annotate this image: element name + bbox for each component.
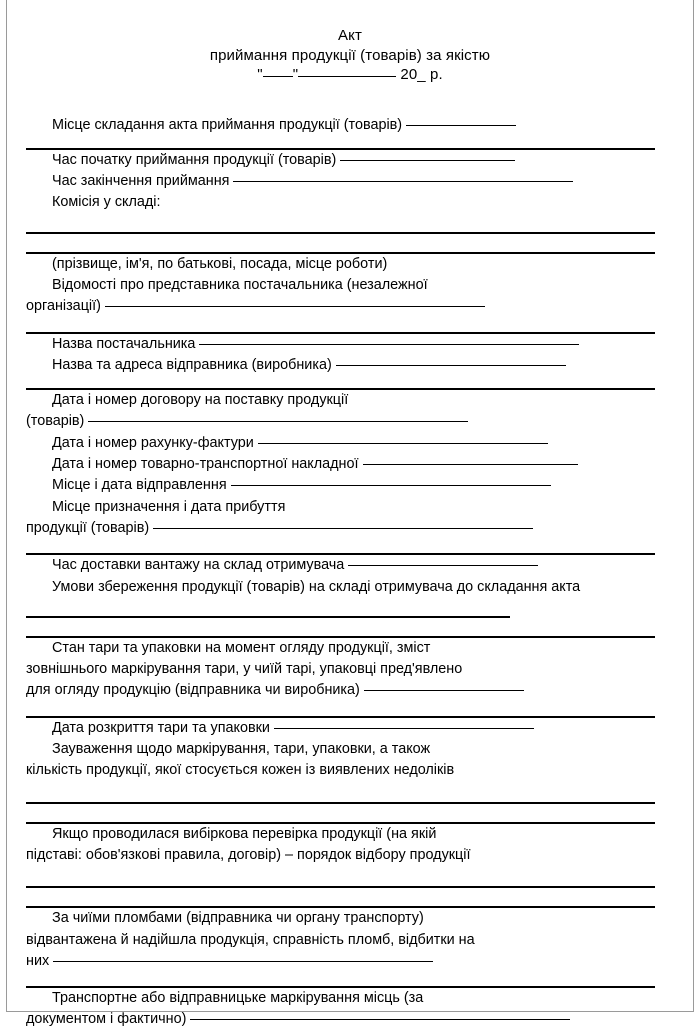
- field-supplier-rep-line1: [0, 275, 700, 296]
- title-line-act: Акт: [338, 27, 362, 44]
- field-place-of-act-blank[interactable]: [406, 125, 516, 126]
- field-place-of-act-label: Місце складання акта приймання продукції (товарів): [52, 116, 403, 133]
- field-transport-marking-label-2: документом і фактично): [26, 1011, 187, 1028]
- field-invoice: [0, 433, 700, 454]
- field-destination-label-1: Місце призначення і дата прибуття: [52, 498, 286, 515]
- field-waybill-label: Дата і номер товарно-транспортної накладної: [52, 456, 359, 473]
- field-waybill-blank[interactable]: [363, 464, 578, 465]
- field-seals-line3: [0, 951, 700, 972]
- field-start-time-label: Час початку приймання продукції (товарів): [52, 151, 337, 168]
- field-contract-label-2: (товарів): [26, 413, 85, 430]
- field-seals-label-2: відвантажена й надійшла продукція, справність пломб, відбитки на: [26, 931, 475, 948]
- field-packaging-label-1: Стан тари та упаковки на момент огляду продукції, зміст: [52, 639, 431, 656]
- field-storage-conditions: [0, 577, 700, 598]
- field-supplier-rep-line2: [0, 296, 700, 317]
- field-packaging-blank[interactable]: [364, 690, 524, 691]
- field-destination-line1: [0, 497, 700, 518]
- field-sender-name-address-label: Назва та адреса відправника (виробника): [52, 356, 332, 373]
- field-transport-marking-line2: [0, 1009, 700, 1030]
- field-opening-date: [0, 718, 700, 739]
- field-selective-check-label-1: Якщо проводилася вибіркова перевірка продукції (на якій: [52, 825, 437, 842]
- field-selective-check-line2: [0, 845, 700, 866]
- field-destination-blank[interactable]: [153, 528, 533, 529]
- field-supplier-name: [0, 334, 700, 355]
- field-start-time-blank[interactable]: [340, 160, 515, 161]
- field-delivery-time-blank[interactable]: [348, 565, 538, 566]
- title-line-date: [0, 65, 700, 85]
- field-storage-conditions-label: Умови збереження продукції (товарів) на складі отримувача до складання акта: [52, 578, 581, 595]
- field-place-of-act: [0, 115, 700, 136]
- field-selective-check-line1: [0, 824, 700, 845]
- field-invoice-blank[interactable]: [258, 443, 548, 444]
- field-end-time: [0, 171, 700, 192]
- field-sender-name-address: [0, 355, 700, 376]
- field-seals-line2: [0, 930, 700, 951]
- quote-open: ": [257, 66, 263, 83]
- field-seals-line1: [0, 908, 700, 929]
- field-contract-blank[interactable]: [88, 421, 468, 422]
- field-supplier-rep-blank[interactable]: [105, 306, 485, 307]
- quote-close: ": [292, 66, 299, 83]
- field-supplier-rep-label-2: організації): [26, 298, 101, 315]
- field-opening-date-blank[interactable]: [274, 728, 534, 729]
- field-end-time-label: Час закінчення приймання: [52, 173, 230, 190]
- document-title-block: [0, 0, 700, 85]
- field-opening-date-label: Дата розкриття тари та упаковки: [52, 719, 270, 736]
- field-marking-remarks-line2: [0, 760, 700, 781]
- title-line-subject: приймання продукції (товарів) за якістю: [209, 46, 491, 64]
- field-transport-marking-blank[interactable]: [190, 1019, 570, 1020]
- field-delivery-time: [0, 555, 700, 576]
- field-supplier-name-label: Назва постачальника: [52, 335, 196, 352]
- field-contract-line1: [0, 390, 700, 411]
- date-day-blank[interactable]: [263, 76, 293, 77]
- field-seals-blank[interactable]: [53, 961, 433, 962]
- field-destination-label-2: продукції (товарів): [26, 519, 150, 536]
- field-seals-label-1: За чиїми пломбами (відправника чи органу транспорту): [52, 910, 424, 927]
- field-contract-line2: [0, 411, 700, 432]
- field-packaging-label-3: для огляду продукцію (відправника чи виробника): [26, 682, 360, 699]
- date-month-blank[interactable]: [298, 76, 396, 77]
- field-delivery-time-label: Час доставки вантажу на склад отримувача: [52, 557, 345, 574]
- field-packaging-line3: [0, 680, 700, 701]
- field-contract-label-1: Дата і номер договору на поставку продукції: [52, 392, 349, 409]
- date-year-label: 20_ р.: [400, 66, 443, 83]
- field-end-time-blank[interactable]: [233, 181, 573, 182]
- field-commission: [0, 192, 700, 213]
- field-packaging-label-2: зовнішнього маркірування тари, у чиїй тарі, упаковці пред'явлено: [26, 661, 463, 678]
- field-sender-name-address-blank[interactable]: [336, 365, 566, 366]
- field-transport-marking-line1: [0, 988, 700, 1009]
- field-commission-hint-label: (прізвище, ім'я, по батькові, посада, місце роботи): [52, 255, 388, 272]
- field-selective-check-label-2: підставі: обов'язкові правила, договір) – порядок відбору продукції: [26, 846, 471, 863]
- field-marking-remarks-line1: [0, 739, 700, 760]
- field-dispatch: [0, 475, 700, 496]
- field-packaging-line2: [0, 659, 700, 680]
- field-commission-label: Комісія у складі:: [52, 194, 161, 211]
- field-invoice-label: Дата і номер рахунку-фактури: [52, 434, 254, 451]
- field-start-time: [0, 150, 700, 171]
- field-dispatch-label: Місце і дата відправлення: [52, 477, 227, 494]
- field-transport-marking-label-1: Транспортне або відправницьке маркірування місць (за: [52, 990, 424, 1007]
- field-marking-remarks-label-1: Зауваження щодо маркірування, тари, упаковки, а також: [52, 741, 431, 758]
- field-marking-remarks-label-2: кількість продукції, якої стосується кожен із виявлених недоліків: [26, 762, 455, 779]
- field-packaging-line1: [0, 638, 700, 659]
- field-supplier-name-blank[interactable]: [199, 344, 579, 345]
- document-body: [0, 115, 700, 1031]
- field-commission-hint: [0, 254, 700, 275]
- field-supplier-rep-label-1: Відомості про представника постачальника (незалежної: [52, 276, 428, 293]
- field-seals-label-3: них: [26, 952, 50, 969]
- field-waybill: [0, 454, 700, 475]
- field-dispatch-blank[interactable]: [231, 485, 551, 486]
- field-destination-line2: [0, 518, 700, 539]
